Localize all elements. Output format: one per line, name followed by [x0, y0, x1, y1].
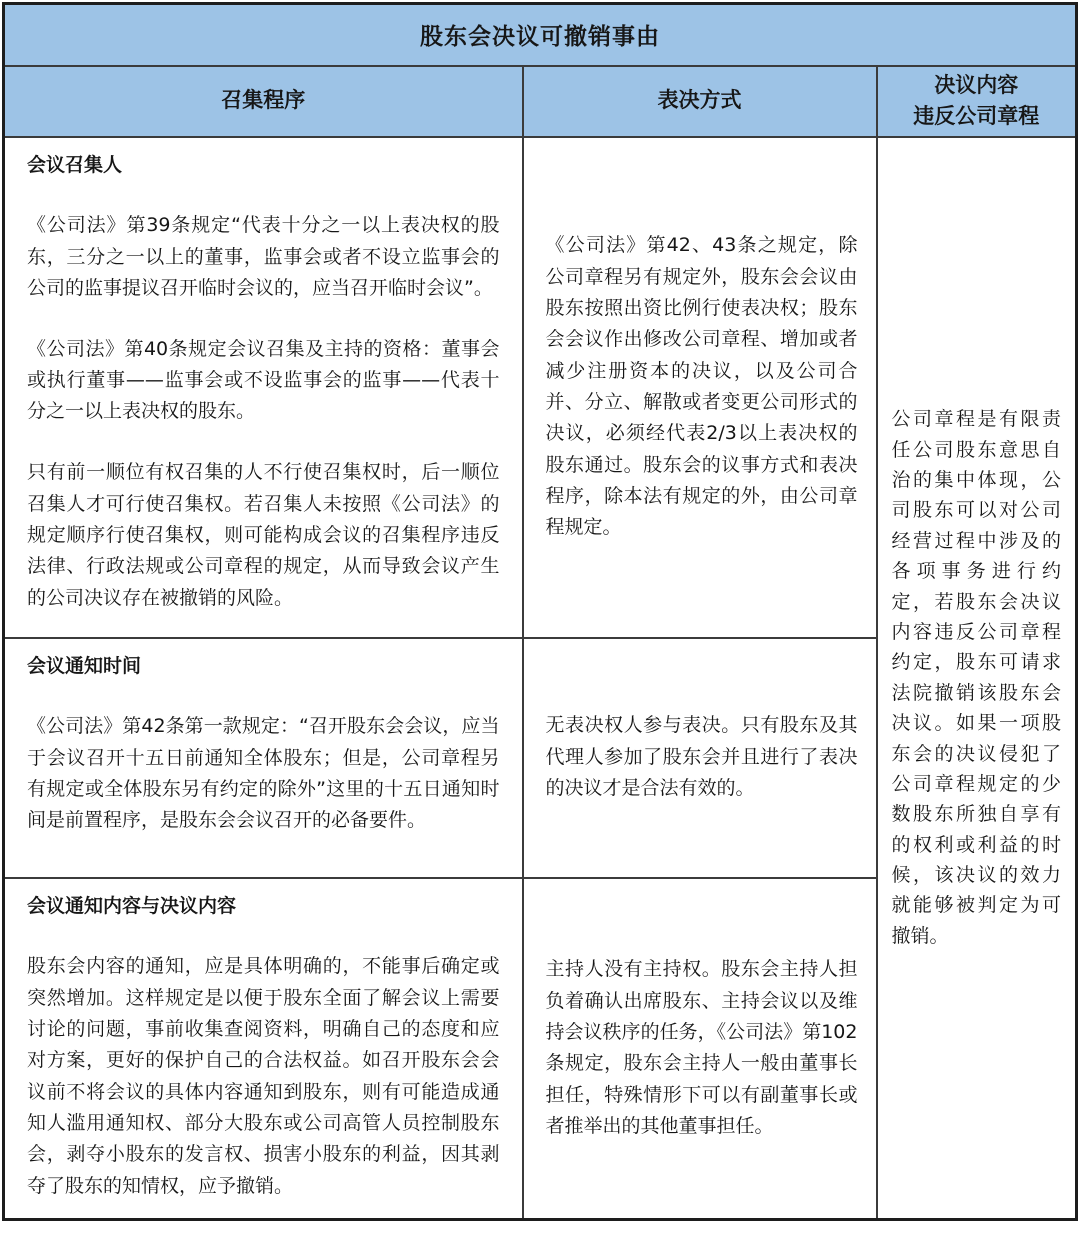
- column-header-row: [4, 66, 1077, 137]
- paragraph-convener-1: 《公司法》第39条规定“代表十分之一以上表决权的股东，三分之一以上的董事，监事会或者不设立监事会的公司的监事提议召开临时会议的，应当召开临时会议”。: [27, 214, 500, 299]
- paragraph-charter-note: 公司章程是有限责任公司股东意思自治的集中体现，公司股东可以对公司经营过程中涉及的各项事务进行约定，若股东会决议内容违反公司章程约定，股东可请求法院撤销该股东会决议。如果一项股东会的决议侵犯了公司章程规定的少数股东所独自享有的权利或利益的时候，该决议的效力就能够被判定为可撤销。: [891, 408, 1062, 947]
- cell-notice-time-voting: [523, 638, 877, 878]
- cell-heading-convener: 会议召集人: [27, 153, 123, 176]
- cell-notice-content-procedure: [4, 878, 523, 1220]
- cell-convener-voting: [523, 137, 877, 638]
- charter-violation-header-line2: 违反公司章程: [913, 104, 1040, 128]
- column-header-convening-procedure: 召集程序: [4, 66, 523, 137]
- table-row-convener: [4, 137, 1077, 638]
- cell-notice-content-voting: [523, 878, 877, 1220]
- paragraph-notice-time-1: 《公司法》第42条第一款规定：“召开股东会会议，应当于会议召开十五日前通知全体股东；但是，公司章程另有规定或全体股东另有约定的除外”这里的十五日通知时间是前置程序，是股东会会议召开的必备要件。: [27, 715, 500, 832]
- cell-heading-notice-content: 会议通知内容与决议内容: [27, 894, 237, 917]
- cell-convener-procedure: [4, 137, 523, 638]
- charter-violation-header-line1: 决议内容: [934, 72, 1019, 97]
- paragraph-notice-content-1: 股东会内容的通知，应是具体明确的，不能事后确定或突然增加。这样规定是以便于股东全面了解会议上需要讨论的问题，事前收集查阅资料，明确自己的态度和应对方案，更好的保护自己的合法权益。如召开股东会会议前不将会议的具体内容通知到股东，则有可能造成通知人滥用通知权、部分大股东或公司高管人员控制股东会，剥夺小股东的发言权、损害小股东的利益，因其剥夺了股东的知情权，应予撤销。: [27, 955, 500, 1197]
- column-header-charter-violation: [877, 66, 1077, 137]
- revocation-reasons-table: [2, 2, 1078, 1221]
- paragraph-voting-row3: 主持人没有主持权。股东会主持人担负着确认出席股东、主持会议以及维持会议秩序的任务，《公司法》第102条规定，股东会主持人一般由董事长担任，特殊情形下可以有副董事长或者推举出的其他董事担任。: [545, 958, 858, 1137]
- paragraph-voting-row2: 无表决权人参与表决。只有股东及其代理人参加了股东会并且进行了表决的决议才是合法有效的。: [545, 714, 858, 800]
- table-title-row: [4, 4, 1077, 66]
- table-title: 股东会决议可撤销事由: [4, 4, 1077, 66]
- cell-charter-violation: [877, 137, 1077, 1220]
- cell-notice-time-procedure: [4, 638, 523, 878]
- paragraph-voting-row1: 《公司法》第42、43条之规定，除公司章程另有规定外，股东会会议由股东按照出资比例行使表决权；股东会会议作出修改公司章程、增加或者减少注册资本的决议，以及公司合并、分立、解散或者变更公司形式的决议，必须经代表2/3以上表决权的股东通过。股东会的议事方式和表决程序，除本法有规定的外，由公司章程规定。: [545, 234, 858, 539]
- cell-heading-notice-time: 会议通知时间: [27, 654, 142, 677]
- paragraph-convener-2: 《公司法》第40条规定会议召集及主持的资格：董事会或执行董事——监事会或不设监事会的监事——代表十分之一以上表决权的股东。: [27, 337, 500, 423]
- column-header-voting-method: 表决方式: [523, 66, 877, 137]
- paragraph-convener-3: 只有前一顺位有权召集的人不行使召集权时，后一顺位召集人才可行使召集权。若召集人未按照《公司法》的规定顺序行使召集权，则可能构成会议的召集程序违反法律、行政法规或公司章程的规定，从而导致会议产生的公司决议存在被撤销的风险。: [27, 461, 500, 609]
